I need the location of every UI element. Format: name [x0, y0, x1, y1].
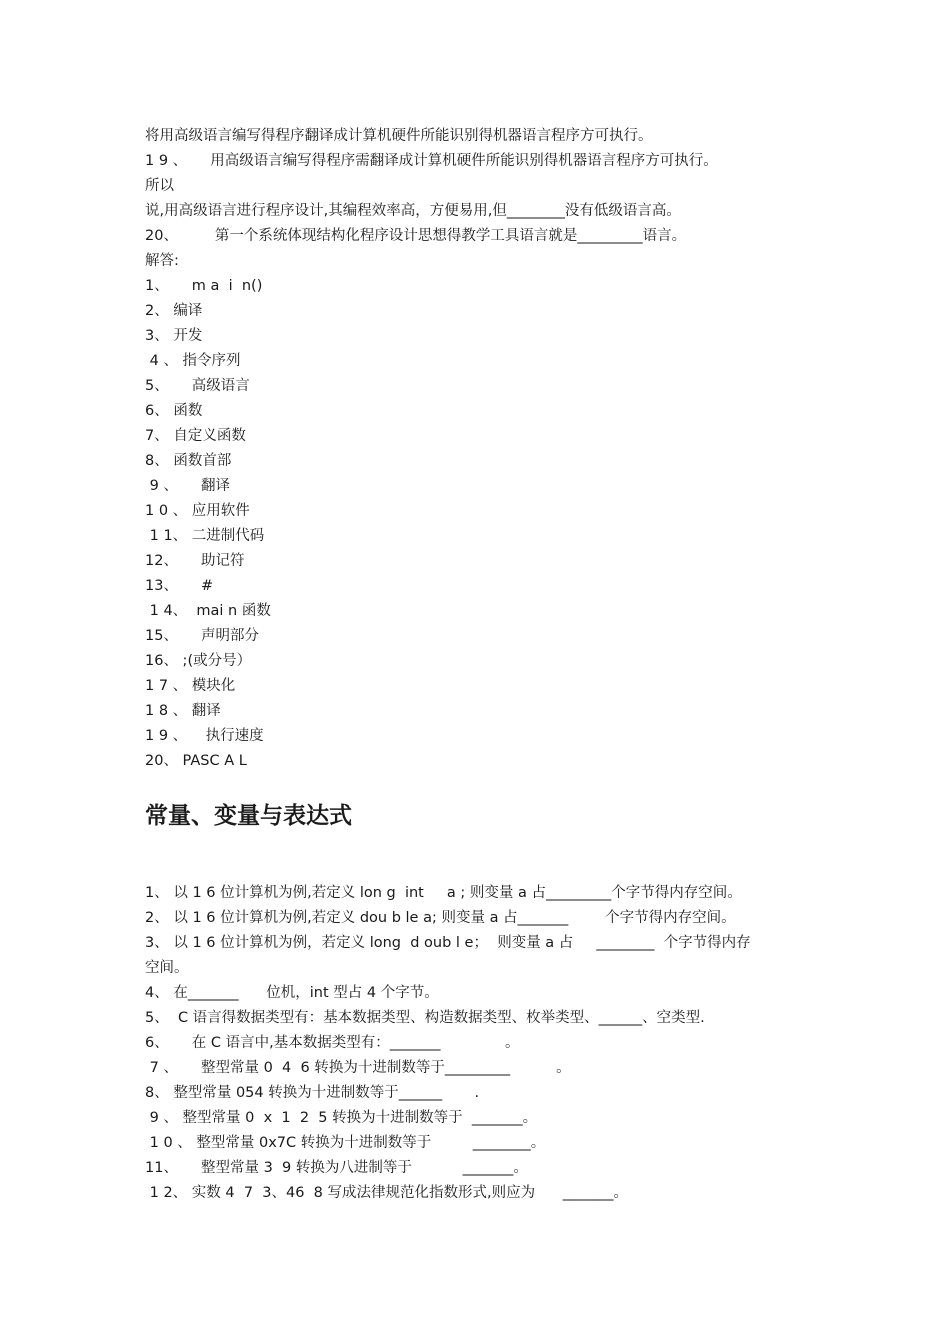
answer-item: 1 8 、 翻译	[145, 703, 221, 719]
answer-item: 12、 助记符	[145, 553, 245, 569]
question-item: 2、 以 1 6 位计算机为例,若定义 dou b le a; 则变量 a 占_______ 个字节得内存空间。	[145, 910, 736, 926]
answer-item: 4 、 指令序列	[145, 353, 241, 369]
answer-item: 6、 函数	[145, 403, 203, 419]
answer-item: 15、 声明部分	[145, 628, 259, 644]
answer-item: 1 0 、 应用软件	[145, 503, 250, 519]
answer-item: 16、 ;(或分号）	[145, 653, 252, 669]
question-item: 5、 C 语言得数据类型有：基本数据类型、构造数据类型、枚举类型、______、空类型.	[145, 1010, 705, 1026]
paragraph-line: 将用高级语言编写得程序翻译成计算机硬件所能识别得机器语言程序方可执行。	[145, 128, 653, 144]
question-item: 7 、 整型常量 0 4 6 转换为十进制数等于_________ 。	[145, 1060, 571, 1076]
paragraph-line: 说,用高级语言进行程序设计,其编程效率高，方便易用,但________没有低级语言高。	[145, 203, 681, 219]
question-item: 1、 以 1 6 位计算机为例,若定义 lon g int a ; 则变量 a 占_________个字节得内存空间。	[145, 885, 742, 901]
question-item: 4、 在_______ 位机，int 型占 4 个字节。	[145, 985, 439, 1001]
answer-item: 2、 编译	[145, 303, 203, 319]
question-item: 1 2、 实数 4 7 3、46 8 写成法律规范化指数形式,则应为 _______。	[145, 1185, 629, 1201]
question-20: 20、 第一个系统体现结构化程序设计思想得教学工具语言就是_________语言。	[145, 228, 687, 244]
answer-item: 9 、 翻译	[145, 478, 230, 494]
question-item: 3、 以 1 6 位计算机为例，若定义 long d oub l e； 则变量 a 占 ________ 个字节得内存	[145, 935, 751, 951]
answer-item: 1、 m a i n()	[145, 278, 263, 294]
paragraph-line: 所以	[145, 178, 174, 194]
question-item: 11、 整型常量 3 9 转换为八进制等于 _______。	[145, 1160, 528, 1176]
question-19: 1 9 、 用高级语言编写得程序需翻译成计算机硬件所能识别得机器语言程序方可执行。	[145, 153, 718, 169]
answer-item: 5、 高级语言	[145, 378, 250, 394]
question-item: 6、 在 C 语言中,基本数据类型有：_______ 。	[145, 1035, 520, 1051]
answer-item: 7、 自定义函数	[145, 428, 246, 444]
answer-item: 8、 函数首部	[145, 453, 232, 469]
answer-item: 13、 #	[145, 578, 214, 594]
question-item-continuation: 空间。	[145, 960, 189, 976]
answer-item: 3、 开发	[145, 328, 203, 344]
answer-item: 1 7 、 模块化	[145, 678, 236, 694]
answer-item: 1 1、 二进制代码	[145, 528, 265, 544]
question-item: 9 、 整型常量 0 x 1 2 5 转换为十进制数等于 _______。	[145, 1110, 538, 1126]
answers-title: 解答:	[145, 253, 179, 269]
answer-item: 1 4、 mai n 函数	[145, 603, 271, 619]
answer-item: 20、 PASC A L	[145, 753, 247, 769]
answer-item: 1 9 、 执行速度	[145, 728, 264, 744]
question-item: 1 0 、 整型常量 0x7C 转换为十进制数等于 ________。	[145, 1135, 546, 1151]
section-heading: 常量、变量与表达式	[145, 803, 352, 829]
question-item: 8、 整型常量 054 转换为十进制数等于______ .	[145, 1085, 480, 1101]
